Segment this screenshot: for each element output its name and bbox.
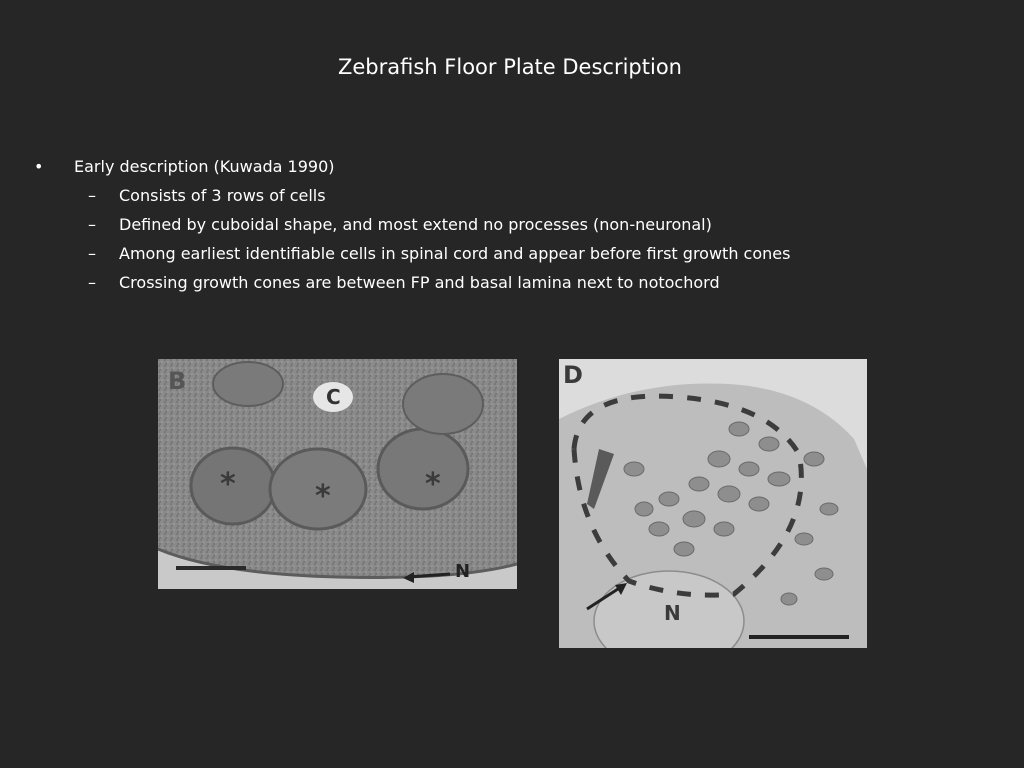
sub-bullet-item bbox=[32, 210, 790, 239]
sub-bullet-marker: – bbox=[88, 215, 96, 234]
panel-label-b: B bbox=[168, 367, 187, 395]
micrograph-d bbox=[559, 359, 867, 648]
sub-bullet-marker: – bbox=[88, 244, 96, 263]
panel-label-d: D bbox=[563, 361, 583, 389]
micrograph-d-image bbox=[559, 359, 867, 648]
sub-bullet-item bbox=[32, 239, 790, 268]
sub-bullet-item bbox=[32, 268, 790, 297]
bullet-text: Early description (Kuwada 1990) bbox=[74, 157, 335, 176]
sub-bullet-text: Among earliest identifiable cells in spinal cord and appear before first growth cones bbox=[119, 244, 791, 263]
micrograph-b bbox=[158, 359, 517, 589]
label-n-right: N bbox=[664, 601, 681, 625]
bullet-item bbox=[32, 152, 790, 181]
bullet-marker: • bbox=[34, 157, 44, 176]
sub-bullet-text: Defined by cuboidal shape, and most extend no processes (non-neuronal) bbox=[119, 215, 712, 234]
bullet-list bbox=[32, 152, 790, 297]
sub-bullet-item bbox=[32, 181, 790, 210]
asterisk-1: * bbox=[220, 467, 236, 502]
asterisk-2: * bbox=[315, 479, 331, 514]
label-n-left: N bbox=[455, 561, 471, 582]
label-c: C bbox=[326, 385, 341, 409]
sub-bullet-text: Crossing growth cones are between FP and basal lamina next to notochord bbox=[119, 273, 720, 292]
asterisk-3: * bbox=[425, 467, 441, 502]
slide-title: Zebrafish Floor Plate Description bbox=[337, 55, 682, 79]
sub-bullet-marker: – bbox=[88, 273, 96, 292]
sub-bullet-text: Consists of 3 rows of cells bbox=[119, 186, 326, 205]
sub-bullet-marker: – bbox=[88, 186, 96, 205]
